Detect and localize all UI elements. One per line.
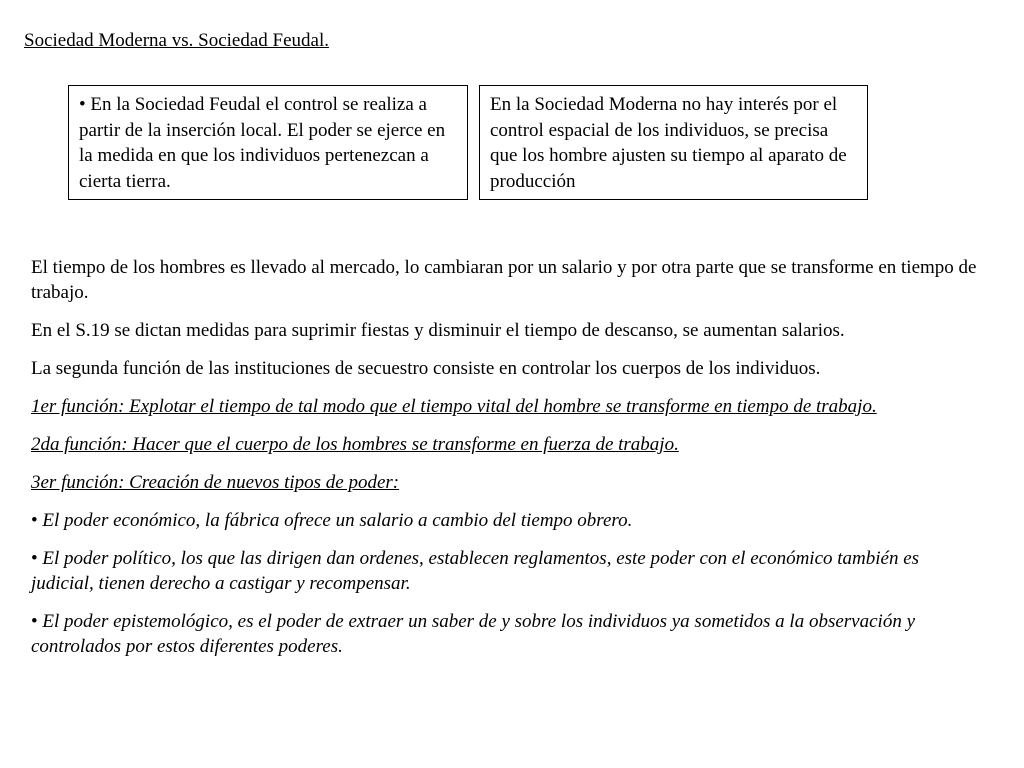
bullet-epistemological-power (31, 609, 981, 659)
function-2 (31, 432, 981, 457)
function-2-text: 2da función: Hacer que el cuerpo de los hombres se transforme en fuerza de trabajo. (31, 434, 679, 455)
body-content (31, 255, 981, 672)
function-1 (31, 394, 981, 419)
paragraph-time-market: El tiempo de los hombres es llevado al mercado, lo cambiaran por un salario y por otra parte que se transforme en tiempo de trabajo. (31, 257, 977, 303)
bullet-economic-power (31, 508, 981, 533)
bullet-political-power (31, 546, 981, 596)
paragraph-s19-measures: En el S.19 se dictan medidas para suprimir fiestas y disminuir el tiempo de descanso, se aumentan salarios. (31, 320, 845, 341)
modern-society-text: En la Sociedad Moderna no hay interés por el control espacial de los individuos, se precisa que los hombre ajusten su tiempo al aparato de producción (490, 94, 847, 192)
function-3-text: 3er función: Creación de nuevos tipos de poder: (31, 472, 400, 493)
bullet-epistemological-text: El poder epistemológico, es el poder de extraer un saber de y sobre los individuos ya sometidos a la observación y controlados por estos diferentes poderes. (31, 611, 916, 657)
paragraph-second-function: La segunda función de las instituciones de secuestro consiste en controlar los cuerpos de los individuos. (31, 358, 821, 379)
bullet-symbol: • (31, 611, 38, 632)
function-3 (31, 470, 981, 495)
bullet-symbol: • (31, 548, 38, 569)
page-title: Sociedad Moderna vs. Sociedad Feudal. (24, 30, 329, 51)
function-1-text: 1er función: Explotar el tiempo de tal modo que el tiempo vital del hombre se transforme en tiempo de trabajo. (31, 396, 877, 417)
bullet-political-text: El poder político, los que las dirigen dan ordenes, establecen reglamentos, este poder con el económico también es judicial, tienen derecho a castigar y recompensar. (31, 548, 920, 594)
bullet-economic-text: El poder económico, la fábrica ofrece un salario a cambio del tiempo obrero. (37, 510, 633, 531)
modern-society-box (479, 85, 868, 200)
bullet-symbol: • (31, 510, 38, 531)
feudal-society-box (68, 85, 468, 200)
feudal-society-text: • En la Sociedad Feudal el control se realiza a partir de la inserción local. El poder se ejerce en la medida en que los individuos pertenezcan a cierta tierra. (79, 94, 446, 192)
